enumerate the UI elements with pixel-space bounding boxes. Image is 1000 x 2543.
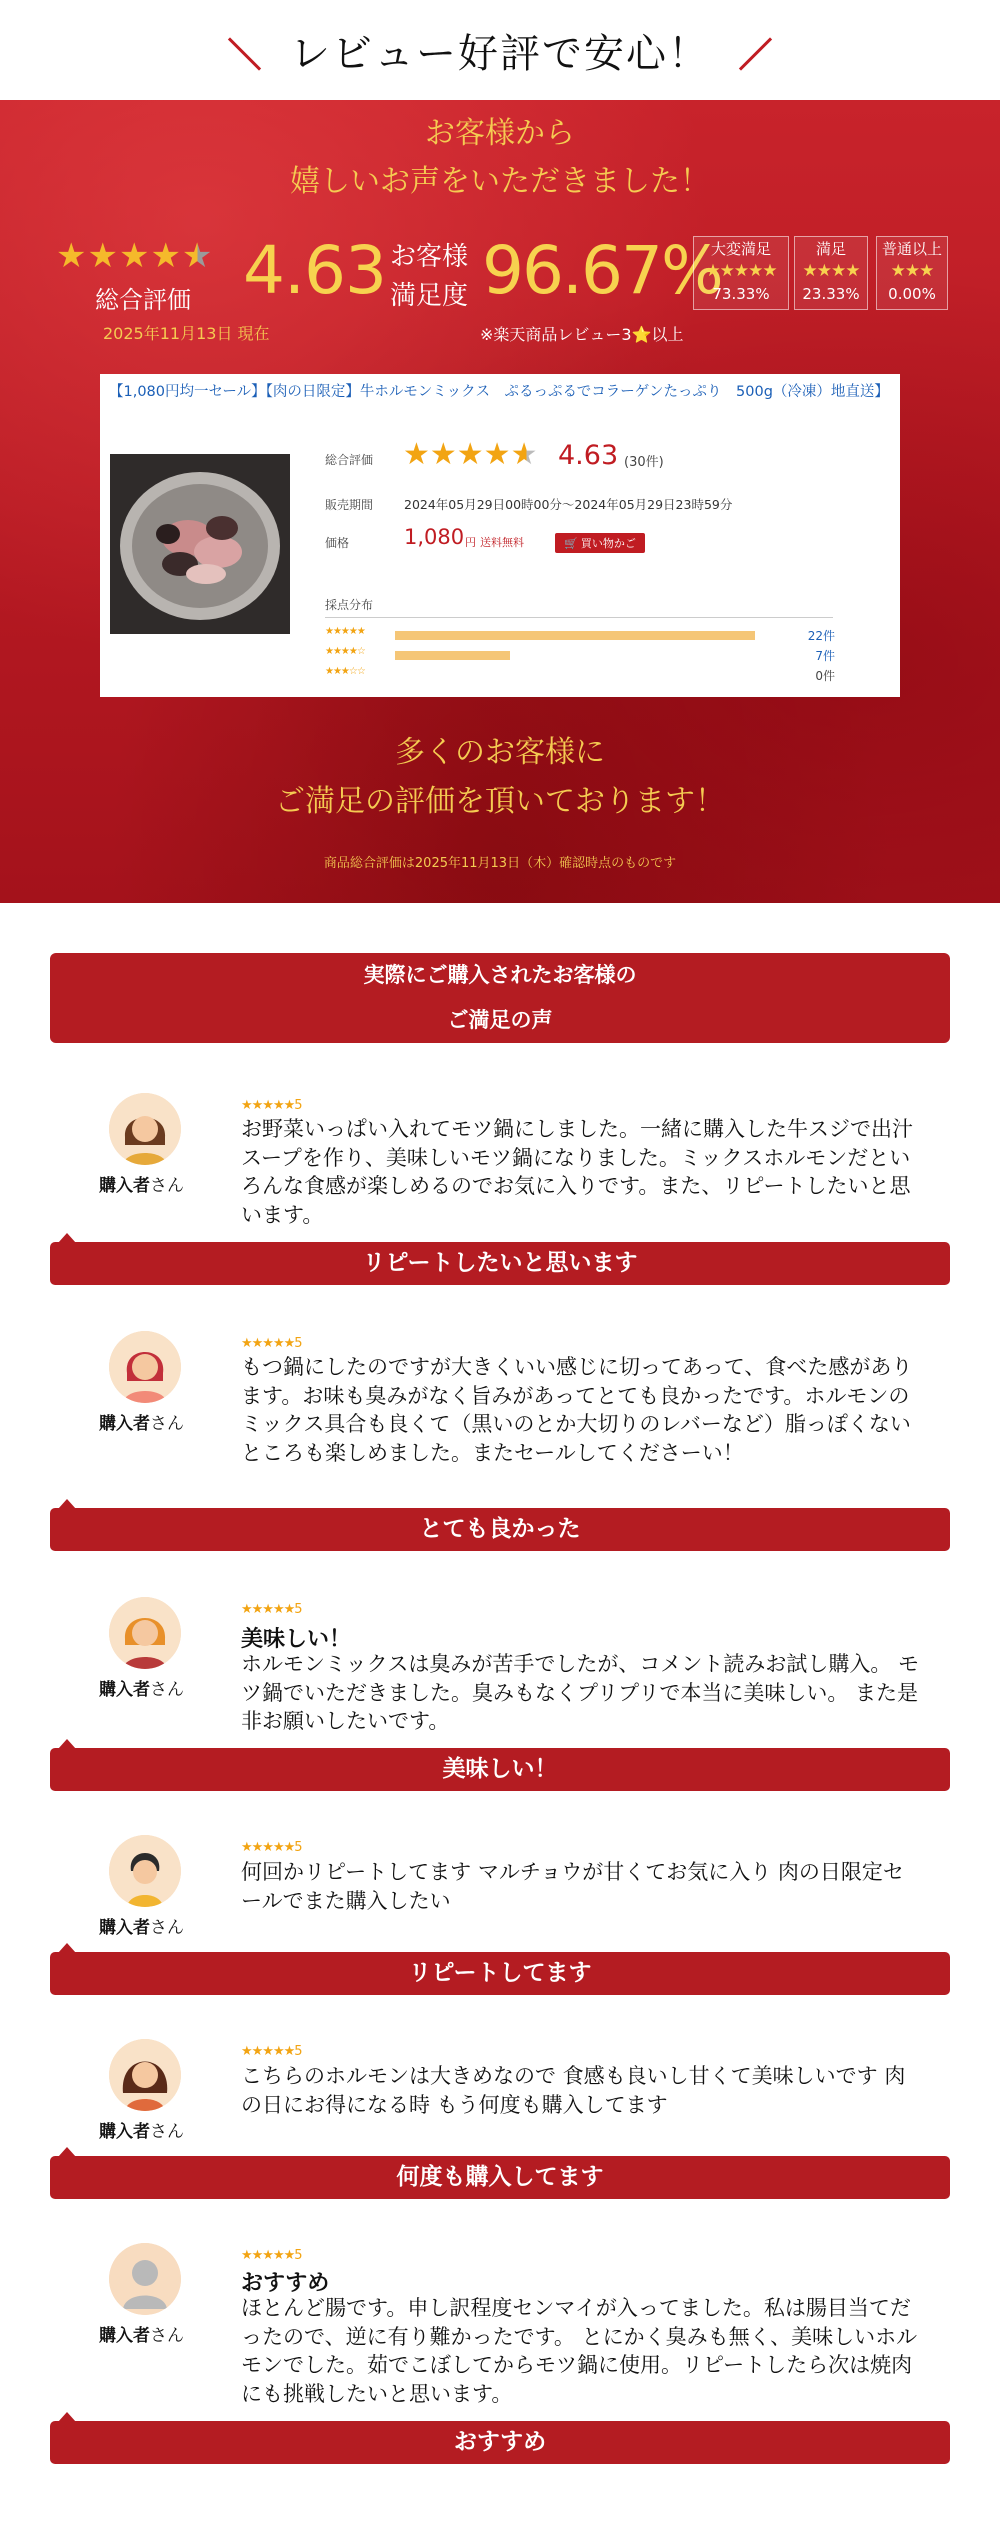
distribution-count: 0件 (815, 669, 835, 683)
cart-icon: 🛒 (564, 538, 578, 550)
review-banner: 何度も購入してます (50, 2156, 950, 2199)
box-average-or-above: 普通以上 ★★★ 0.00% (876, 236, 948, 310)
review-banner: とても良かった (50, 1508, 950, 1551)
price-yen: 円 (465, 536, 476, 549)
title-bar (0, 0, 1000, 100)
distribution-bar (395, 631, 755, 640)
product-title-link[interactable]: 【1,080円均一セール】【肉の日限定】牛ホルモンミックス ぷるっぷるでコラーゲンたっぷり 500g（冷凍）地直送】 (109, 384, 889, 400)
review-body: お野菜いっぱい入れてモツ鍋にしました。一緒に購入した牛スジで出汁スープを作り、美味しいモツ鍋になりました。ミックスホルモンだといろんな食感が楽しめるのでお気に入りです。また、リピートしたいと思います。 (241, 1117, 913, 1227)
buyer-name: 購入者さん (99, 1414, 184, 1434)
meat-bowl-image (110, 454, 290, 634)
sale-period: 2024年05月29日00時00分～2024年05月29日23時59分 (404, 497, 733, 512)
page-title: レビュー好評で安心！ (290, 30, 710, 77)
product-card (100, 374, 900, 697)
distribution-divider (325, 617, 833, 618)
hero-footer-date: 商品総合評価は2025年11月13日（木）確認時点のものです (323, 856, 677, 871)
distribution-count-link[interactable]: 7件 (815, 649, 835, 663)
review-body: ほとんど腸です。申し訳程度センマイが入ってました。私は腸目当てだったので、逆に有り難かったです。 とにかく臭みも無く、美味しいホルモンでした。茹でこぼしてからモツ鍋に使用。リピートしたら次は焼肉にも挑戦したいと思います。 (241, 2296, 918, 2406)
buyer-name: 購入者さん (99, 2122, 184, 2142)
distribution-row (325, 666, 835, 684)
distribution-title: 採点分布 (325, 598, 374, 612)
distribution-row (325, 626, 835, 644)
buyer-name: 購入者さん (99, 1176, 184, 1196)
distribution-count-link[interactable]: 22件 (807, 629, 835, 643)
reviews-heading: 実際にご購入されたお客様の ご満足の声 (50, 953, 950, 1043)
star-rating-icon: ★★★★☆ (325, 646, 365, 657)
overall-label: 総合評価 (95, 286, 191, 314)
shipping-free: 送料無料 (480, 536, 524, 549)
review-count-link[interactable]: (30件) (624, 455, 664, 470)
review-body: もつ鍋にしたのですが大きくいい感じに切ってあって、食べた感があります。お味も臭みがなく旨みがあってとても良かったです。ホルモンのミックス具合も良くて（黒いのとか大切りのレバーなど）脂っぽくないところも楽しめました。またセールしてくださーい！ (241, 1355, 913, 1465)
decorative-slash-left (228, 37, 261, 70)
woman-avatar-icon (109, 2039, 181, 2111)
review-banner: リピートしてます (50, 1952, 950, 1995)
overall-stars-icon: ★★★★★ (56, 236, 214, 276)
review-stars-icon: ★★★★★5 (241, 1098, 302, 1113)
average-rating: 4.63 (243, 232, 386, 309)
review-body: 何回かリピートしてます マルチョウが甘くてお気に入り 肉の日限定セールでまた購入したい (241, 1860, 904, 1913)
review-body: ホルモンミックスは臭みが苦手でしたが、コメント読みお試し購入。 モツ鍋でいただきました。臭みもなくプリプリで本当に美味しい。 また是非お願いしたいです。 (241, 1652, 920, 1733)
person-avatar-icon (109, 2243, 181, 2315)
price-label: 価格 (325, 536, 350, 550)
review-stars-icon: ★★★★★5 (241, 2044, 302, 2059)
distribution-row (325, 646, 835, 664)
woman-avatar-icon (109, 1835, 181, 1907)
cart-button[interactable]: 🛒 買い物かご (555, 533, 645, 553)
star-rating-icon: ★★★☆☆ (325, 666, 365, 677)
review-banner: リピートしたいと思います (50, 1242, 950, 1285)
four-stars-icon: ★★★★ (802, 261, 860, 281)
price-value: 1,080 (404, 525, 465, 549)
woman-avatar-icon (109, 1093, 181, 1165)
period-label: 販売期間 (325, 498, 374, 512)
box-very-satisfied: 大変満足 ★★★★★ 73.33% (693, 236, 789, 310)
review-banner: 美味しい！ (50, 1748, 950, 1791)
review-stars-icon: ★★★★★5 (241, 1840, 302, 1855)
buyer-name: 購入者さん (99, 1680, 184, 1700)
woman-avatar-icon (109, 1331, 181, 1403)
star-rating-icon: ★★★★★ (325, 626, 365, 637)
buyer-name: 購入者さん (99, 1918, 184, 1938)
rating-hero (0, 100, 1000, 903)
review-title: 美味しい！ (241, 1627, 352, 1652)
review-stars-icon: ★★★★★5 (241, 1336, 302, 1351)
product-image[interactable] (110, 454, 290, 634)
decorative-slash-right (739, 37, 772, 70)
satisfaction-label: お客様 満足度 (390, 242, 469, 311)
review-banner: おすすめ (50, 2421, 950, 2464)
review-stars-icon: ★★★★★5 (241, 2248, 302, 2263)
review-title: おすすめ (241, 2271, 330, 2296)
as-of-date: 2025年11月13日 現在 (103, 324, 270, 343)
hero-heading: お客様から 嬉しいお声をいただきました！ (290, 116, 710, 199)
buyer-name: 購入者さん (99, 2326, 184, 2346)
review-body: こちらのホルモンは大きめなので 食感も良いし甘くて美味しいです 肉の日にお得になる時 もう何度も購入してます (241, 2064, 906, 2117)
five-stars-icon: ★★★★★ (705, 261, 777, 281)
woman-avatar-icon (109, 1597, 181, 1669)
three-stars-icon: ★★★ (890, 261, 934, 281)
rating-label: 総合評価 (325, 453, 374, 467)
product-stars-icon: ★★★★★ (403, 437, 538, 472)
satisfaction-percent: 96.67% (482, 232, 722, 309)
product-average: 4.63 (558, 440, 619, 471)
box-satisfied: 満足 ★★★★ 23.33% (794, 236, 868, 310)
hero-footer-message: 多くのお客様に ご満足の評価を頂いております！ (275, 735, 725, 819)
distribution-bar (395, 651, 510, 660)
review-stars-icon: ★★★★★5 (241, 1602, 302, 1617)
review-note: ※楽天商品レビュー3⭐以上 (480, 325, 684, 344)
